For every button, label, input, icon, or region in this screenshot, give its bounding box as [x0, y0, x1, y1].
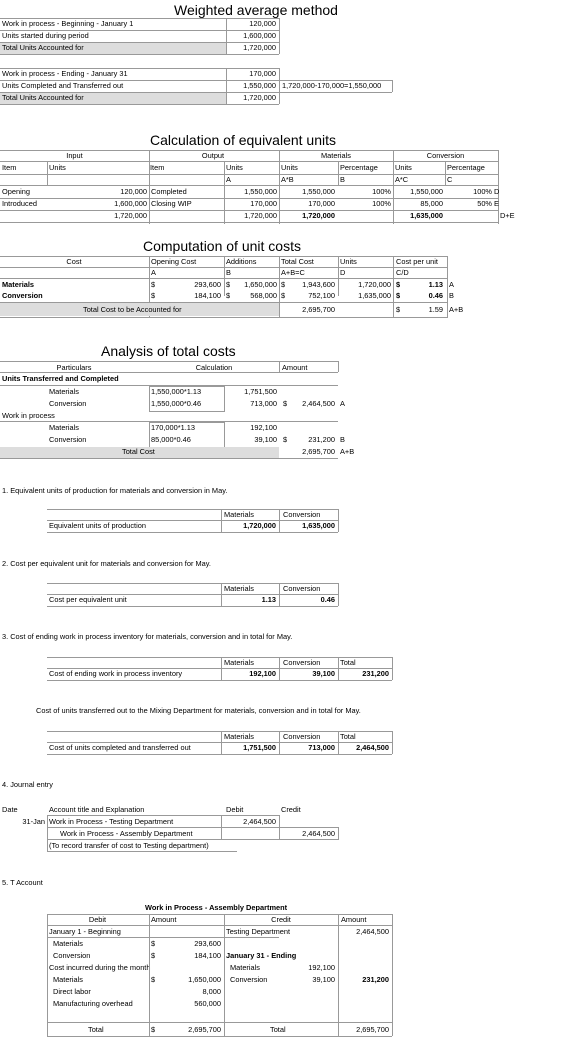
t-credit-item: Testing Department — [226, 927, 291, 936]
table-row-mat-pct: 100% — [372, 199, 391, 208]
dollar-sign: $ — [283, 399, 288, 408]
header-calculation: Calculation — [195, 363, 233, 372]
total-cost-label: Total Cost — [122, 447, 155, 456]
header-percentage: Percentage — [340, 163, 378, 172]
table-row-tag: E — [494, 199, 499, 208]
table-row-units: 1,600,000 — [114, 199, 147, 208]
table-row-mat-pct: 100% — [372, 187, 391, 196]
row-value: 1,720,000 — [243, 93, 276, 102]
dollar-sign: $ — [396, 291, 401, 300]
dollar-sign: $ — [151, 939, 156, 948]
question-3: 3. Cost of ending work in process inventory for materials, conversion and in total for May. — [2, 632, 293, 641]
dollar-sign: $ — [151, 280, 156, 289]
sum-cost-per-unit: 1.59 — [428, 305, 443, 314]
dollar-sign: $ — [281, 280, 286, 289]
dollar-sign: $ — [396, 280, 401, 289]
t-credit-item: Conversion — [230, 975, 268, 984]
row-conversion: Conversion — [49, 435, 87, 444]
dollar-sign: $ — [396, 305, 401, 314]
row-additions: 1,650,000 — [244, 280, 277, 289]
journal-date: 31-Jan — [22, 817, 45, 826]
row-label: Equivalent units of production — [49, 521, 146, 530]
table-row-item: Opening — [2, 187, 30, 196]
section-title-equivalent-units: Calculation of equivalent units — [150, 132, 337, 148]
t-credit-total: 2,695,700 — [356, 1025, 389, 1034]
formula-note: 1,720,000-170,000=1,550,000 — [282, 81, 382, 90]
header-conversion: Conversion — [426, 151, 465, 160]
header-materials: Materials — [224, 658, 254, 667]
row-amount: 192,100 — [250, 423, 277, 432]
row-tag: A — [340, 399, 345, 408]
header-percentage: Percentage — [447, 163, 485, 172]
row-label: Total Units Accounted for — [2, 93, 84, 102]
row-amount: 39,100 — [254, 435, 277, 444]
table-row-mat-units: 1,720,000 — [302, 211, 335, 220]
table-row-mat-units: 1,550,000 — [302, 187, 335, 196]
row-calculation: 1,550,000*1.13 — [151, 387, 202, 396]
row-label: Units started during period — [2, 31, 89, 40]
journal-debit-amount: 2,464,500 — [243, 817, 276, 826]
row-tag: A — [449, 280, 454, 289]
section-title-analysis: Analysis of total costs — [101, 343, 236, 359]
dollar-sign: $ — [226, 280, 231, 289]
t-debit-amount: 293,600 — [194, 939, 221, 948]
t-account-title: Work in Process - Assembly Department — [145, 903, 288, 912]
header-units: Units — [226, 163, 243, 172]
journal-line-debit-account: Work in Process - Testing Department — [49, 817, 174, 826]
row-total-cost: 752,100 — [308, 291, 335, 300]
dollar-sign: $ — [151, 951, 156, 960]
header-amount: Amount — [151, 915, 177, 924]
table-row-units: 1,720,000 — [114, 211, 147, 220]
t-debit-item: Direct labor — [53, 987, 91, 996]
wip-heading: Work in process — [2, 411, 55, 420]
t-debit-amount: 8,000 — [202, 987, 221, 996]
header-units: Units — [281, 163, 298, 172]
row-value: 1,600,000 — [243, 31, 276, 40]
t-debit-amount: 184,100 — [194, 951, 221, 960]
journal-line-credit-account: Work in Process - Assembly Department — [60, 829, 193, 838]
t-debit-total-label: Total — [88, 1025, 104, 1034]
header-debit: Debit — [88, 915, 107, 924]
row-value: 170,000 — [249, 69, 276, 78]
row-opening-cost: 293,600 — [194, 280, 221, 289]
label-ab: A*B — [281, 175, 294, 184]
dollar-sign: $ — [226, 291, 231, 300]
total-cost-value: 2,695,700 — [302, 447, 335, 456]
header-units: Units — [340, 257, 357, 266]
section-title-unit-costs: Computation of unit costs — [143, 238, 301, 254]
table-row-conv-pct: 50% — [477, 199, 492, 208]
header-particulars: Particulars — [56, 363, 92, 372]
row-tag: A+B — [340, 447, 355, 456]
table-row-item: Introduced — [2, 199, 37, 208]
row-materials-value: 1,720,000 — [243, 521, 276, 530]
label-d: D — [340, 268, 346, 277]
table-row-units: 120,000 — [120, 187, 147, 196]
dollar-sign: $ — [151, 1025, 156, 1034]
row-calculation: 85,000*0.46 — [151, 435, 191, 444]
table-row-tag: D+E — [500, 211, 515, 220]
t-credit-item: Materials — [230, 963, 260, 972]
question-5: 5. T Account — [2, 878, 43, 887]
table-row-units: 170,000 — [250, 199, 277, 208]
label-a: A — [151, 268, 156, 277]
row-total-value: 231,200 — [362, 669, 389, 678]
row-calculation: 1,550,000*0.46 — [151, 399, 202, 408]
header-amount: Amount — [341, 915, 367, 924]
units-transferred-heading: Units Transferred and Completed — [2, 374, 119, 383]
journal-narration: (To record transfer of cost to Testing department) — [49, 841, 209, 850]
header-cost: Cost — [66, 257, 82, 266]
row-label: Cost of units completed and transferred out — [49, 743, 191, 752]
row-amount: 713,000 — [250, 399, 277, 408]
total-cost-value: 2,695,700 — [302, 305, 335, 314]
t-debit-amount: 1,650,000 — [188, 975, 221, 984]
row-total: 231,200 — [308, 435, 335, 444]
row-value: 1,720,000 — [243, 43, 276, 52]
header-credit: Credit — [271, 915, 291, 924]
label-b: B — [340, 175, 345, 184]
row-amount: 1,751,500 — [244, 387, 277, 396]
row-units: 1,720,000 — [358, 280, 391, 289]
row-tag: A+B — [449, 305, 464, 314]
t-credit-amount: 231,200 — [362, 975, 389, 984]
t-credit-amount: 2,464,500 — [356, 927, 389, 936]
label-ac: A*C — [395, 175, 409, 184]
header-opening-cost: Opening Cost — [151, 257, 197, 266]
header-debit: Debit — [226, 805, 244, 814]
header-materials: Materials — [224, 732, 254, 741]
row-materials: Materials — [2, 280, 35, 289]
row-materials-value: 1.13 — [261, 595, 276, 604]
header-total: Total — [340, 732, 356, 741]
question-2: 2. Cost per equivalent unit for materials and conversion for May. — [2, 559, 211, 568]
table-row-conv-pct: 100% — [473, 187, 492, 196]
row-conversion-value: 0.46 — [320, 595, 335, 604]
header-conversion: Conversion — [283, 584, 321, 593]
label-b: B — [226, 268, 231, 277]
label-apb: A+B=C — [281, 268, 305, 277]
row-value: 120,000 — [249, 19, 276, 28]
header-units: Units — [395, 163, 412, 172]
t-debit-item: Conversion — [53, 951, 91, 960]
row-materials-value: 192,100 — [249, 669, 276, 678]
t-credit-sub-amount: 39,100 — [312, 975, 335, 984]
total-cost-label: Total Cost to be Accounted for — [83, 305, 182, 314]
table-row-mat-units: 170,000 — [308, 199, 335, 208]
t-debit-item: Materials — [53, 939, 83, 948]
header-total: Total — [340, 658, 356, 667]
row-cost-per-unit: 0.46 — [428, 291, 443, 300]
header-credit: Credit — [281, 805, 301, 814]
row-additions: 568,000 — [250, 291, 277, 300]
header-account-title: Account title and Explanation — [49, 805, 145, 814]
header-total-cost: Total Cost — [281, 257, 314, 266]
t-debit-item: January 1 - Beginning — [49, 927, 121, 936]
header-date: Date — [2, 805, 18, 814]
header-item: Item — [150, 163, 165, 172]
row-units: 1,635,000 — [358, 291, 391, 300]
dollar-sign: $ — [151, 975, 156, 984]
label-cd: C/D — [396, 268, 409, 277]
header-item: Item — [2, 163, 17, 172]
label-a: A — [226, 175, 231, 184]
header-cost-per-unit: Cost per unit — [396, 257, 438, 266]
row-value: 1,550,000 — [243, 81, 276, 90]
section-title-weighted-average: Weighted average method — [174, 2, 338, 18]
t-debit-amount: 560,000 — [194, 999, 221, 1008]
header-conversion: Conversion — [283, 510, 321, 519]
question-3b: Cost of units transferred out to the Mixing Department for materials, conversion and in total for May. — [36, 706, 361, 715]
row-conversion-value: 1,635,000 — [302, 521, 335, 530]
row-tag: B — [449, 291, 454, 300]
dollar-sign: $ — [283, 435, 288, 444]
header-materials: Materials — [321, 151, 351, 160]
row-materials-value: 1,751,500 — [243, 743, 276, 752]
row-conversion: Conversion — [49, 399, 87, 408]
dollar-sign: $ — [151, 291, 156, 300]
row-tag: B — [340, 435, 345, 444]
header-input: Input — [66, 151, 83, 160]
row-label: Work in process - Ending - January 31 — [2, 69, 128, 78]
table-row-units: 1,720,000 — [244, 211, 277, 220]
t-debit-item: Cost incurred during the month — [49, 963, 151, 972]
row-label: Work in process - Beginning - January 1 — [2, 19, 134, 28]
table-row-item: Closing WIP — [151, 199, 192, 208]
row-total-cost: 1,943,600 — [302, 280, 335, 289]
t-debit-item: Materials — [53, 975, 83, 984]
t-credit-total-label: Total — [270, 1025, 286, 1034]
table-row-conv-units: 1,635,000 — [410, 211, 443, 220]
table-row-conv-units: 1,550,000 — [410, 187, 443, 196]
header-units: Units — [49, 163, 66, 172]
row-materials: Materials — [49, 387, 79, 396]
header-materials: Materials — [224, 584, 254, 593]
header-conversion: Conversion — [283, 658, 321, 667]
dollar-sign: $ — [281, 291, 286, 300]
row-calculation: 170,000*1.13 — [151, 423, 195, 432]
t-credit-item: January 31 - Ending — [226, 951, 297, 960]
row-total-value: 2,464,500 — [356, 743, 389, 752]
row-label: Cost per equivalent unit — [49, 595, 127, 604]
header-conversion: Conversion — [283, 732, 321, 741]
table-row-item: Completed — [151, 187, 187, 196]
header-output: Output — [201, 151, 225, 160]
table-row-units: 1,550,000 — [244, 187, 277, 196]
header-materials: Materials — [224, 510, 254, 519]
row-cost-per-unit: 1.13 — [428, 280, 443, 289]
header-additions: Additions — [226, 257, 257, 266]
row-materials: Materials — [49, 423, 79, 432]
row-label: Units Completed and Transferred out — [2, 81, 124, 90]
row-label: Cost of ending work in process inventory — [49, 669, 183, 678]
row-conversion-value: 713,000 — [308, 743, 335, 752]
question-4: 4. Journal entry — [2, 780, 53, 789]
journal-credit-amount: 2,464,500 — [302, 829, 335, 838]
t-debit-total: 2,695,700 — [188, 1025, 221, 1034]
row-conversion-value: 39,100 — [312, 669, 335, 678]
row-total: 2,464,500 — [302, 399, 335, 408]
t-debit-item: Manufacturing overhead — [53, 999, 133, 1008]
question-1: 1. Equivalent units of production for materials and conversion in May. — [2, 486, 228, 495]
row-label: Total Units Accounted for — [2, 43, 84, 52]
row-opening-cost: 184,100 — [194, 291, 221, 300]
row-conversion: Conversion — [2, 291, 43, 300]
label-c: C — [447, 175, 453, 184]
table-row-conv-units: 85,000 — [420, 199, 443, 208]
table-row-tag: D — [494, 187, 500, 196]
t-credit-sub-amount: 192,100 — [308, 963, 335, 972]
header-amount: Amount — [282, 363, 308, 372]
